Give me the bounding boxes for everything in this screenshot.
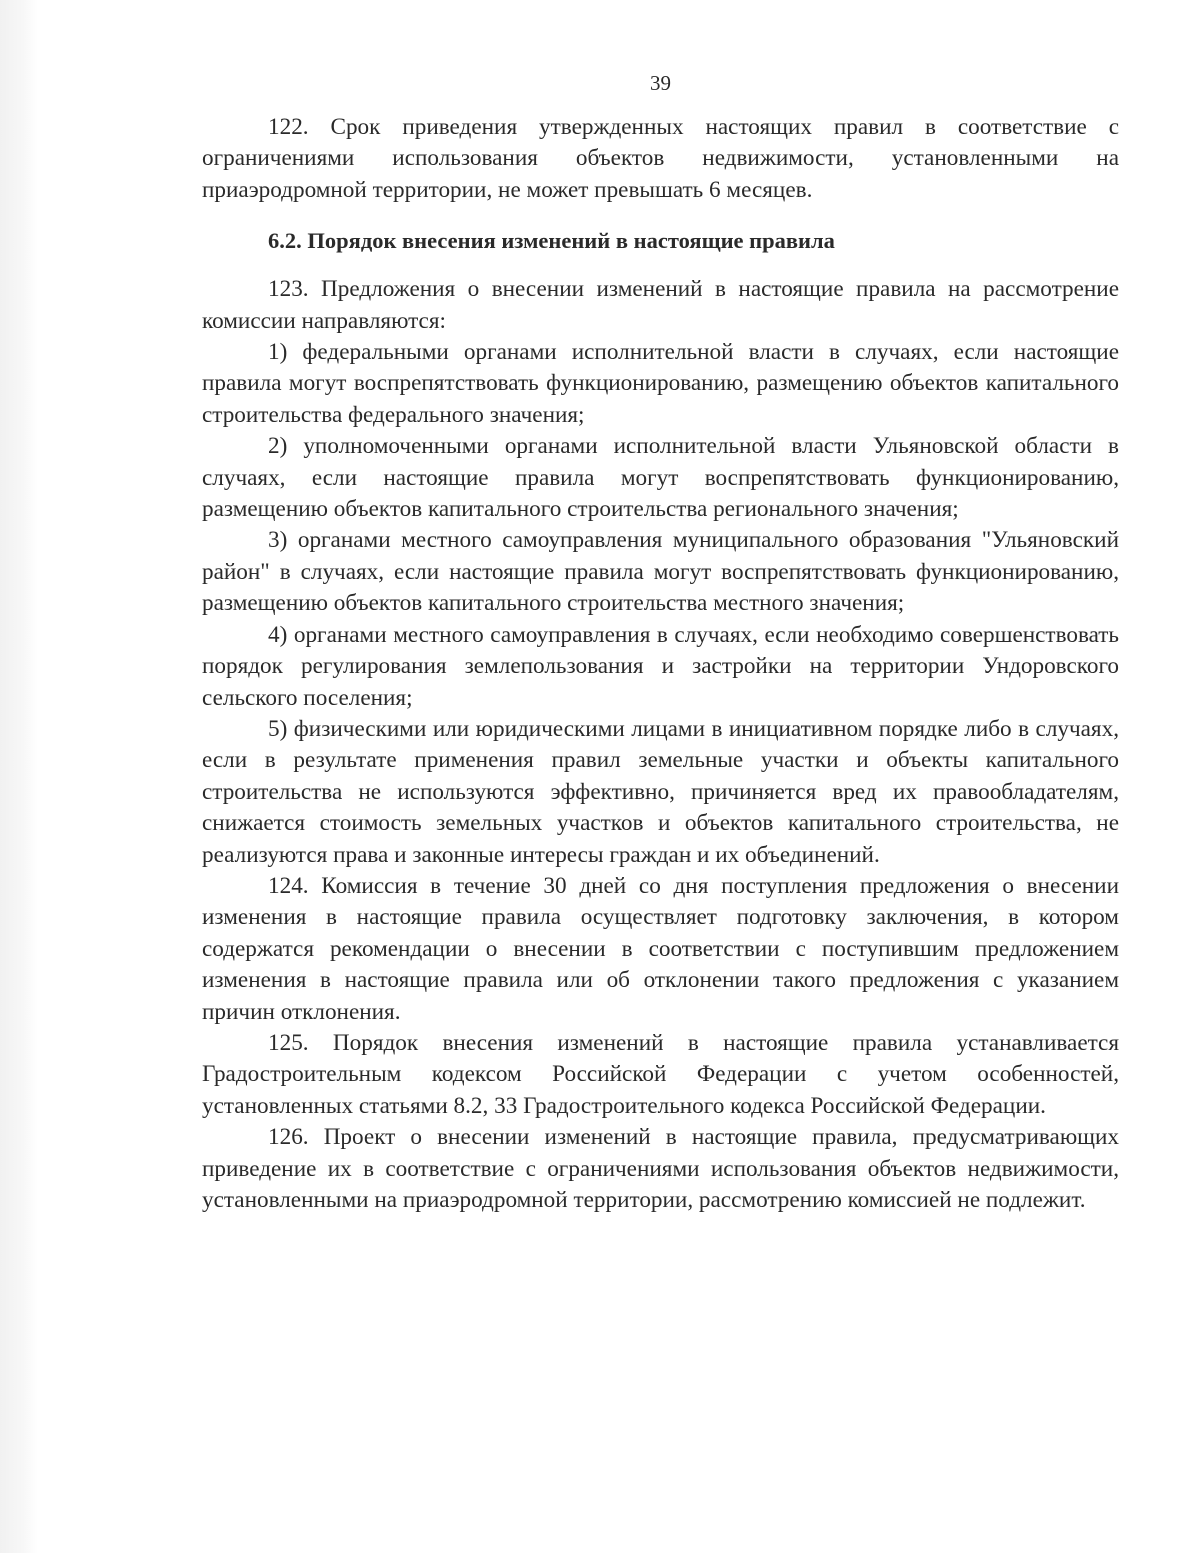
section-heading: 6.2. Порядок внесения изменений в настоящие правила (268, 228, 835, 254)
list-item-1: 1) федеральными органами исполнительной власти в случаях, если настоящие правила могут воспрепятствовать функционированию, размещению объектов капитального строительства федерального значения; (202, 339, 1119, 428)
paragraph-124: 124. Комиссия в течение 30 дней со дня поступления предложения о внесении изменения в настоящие правила осуществляет подготовку заключения, в котором содержатся рекомендации о внесении в соответствии с поступившим предложением изменения в настоящие правила или об отклонении такого предложения с указанием причин отклонения. (202, 872, 1119, 1025)
paragraph-126: 126. Проект о внесении изменений в настоящие правила, предусматривающих приведение их в соответствие с ограничениями использования объектов недвижимости, установленными на приаэродромной территории, рассмотрению комиссией не подлежит. (202, 1124, 1119, 1213)
document-page (202, 70, 1119, 1216)
paragraph-123: 123. Предложения о внесении изменений в настоящие правила на рассмотрение комиссии направляются: (202, 276, 1119, 334)
paragraph-122: 122. Срок приведения утвержденных настоящих правил в соответствие с ограничениями использования объектов недвижимости, установленными на приаэродромной территории, не может превышать 6 месяцев. (202, 114, 1119, 203)
list-item-2: 2) уполномоченными органами исполнительной власти Ульяновской области в случаях, если настоящие правила могут воспрепятствовать функционированию, размещению объектов капитального строительства регионального значения; (202, 433, 1119, 523)
list-item-4: 4) органами местного самоуправления в случаях, если необходимо совершенствовать порядок регулирования землепользования и застройки на территории Ундоровского сельского поселения; (202, 621, 1119, 711)
paragraph-125: 125. Порядок внесения изменений в настоящие правила устанавливается Градостроительным кодексом Российской Федерации с учетом особенностей, установленных статьями 8.2, 33 Градостроительного кодекса Российской Федерации. (202, 1029, 1119, 1119)
scan-edge-shadow (0, 0, 38, 1553)
page-number: 39 (650, 71, 671, 95)
list-item-5: 5) физическими или юридическими лицами в инициативном порядке либо в случаях, если в результате применения правил земельные участки и объекты капитального строительства не используются эффективно, причиняется вред их правообладателям, снижается стоимость земельных участков и объектов капитального строительства, не реализуются права и законные интересы граждан и их объединений. (202, 715, 1119, 868)
list-item-3: 3) органами местного самоуправления муниципального образования "Ульяновский район" в случаях, если настоящие правила могут воспрепятствовать функционированию, размещению объектов капитального строительства местного значения; (202, 527, 1119, 617)
